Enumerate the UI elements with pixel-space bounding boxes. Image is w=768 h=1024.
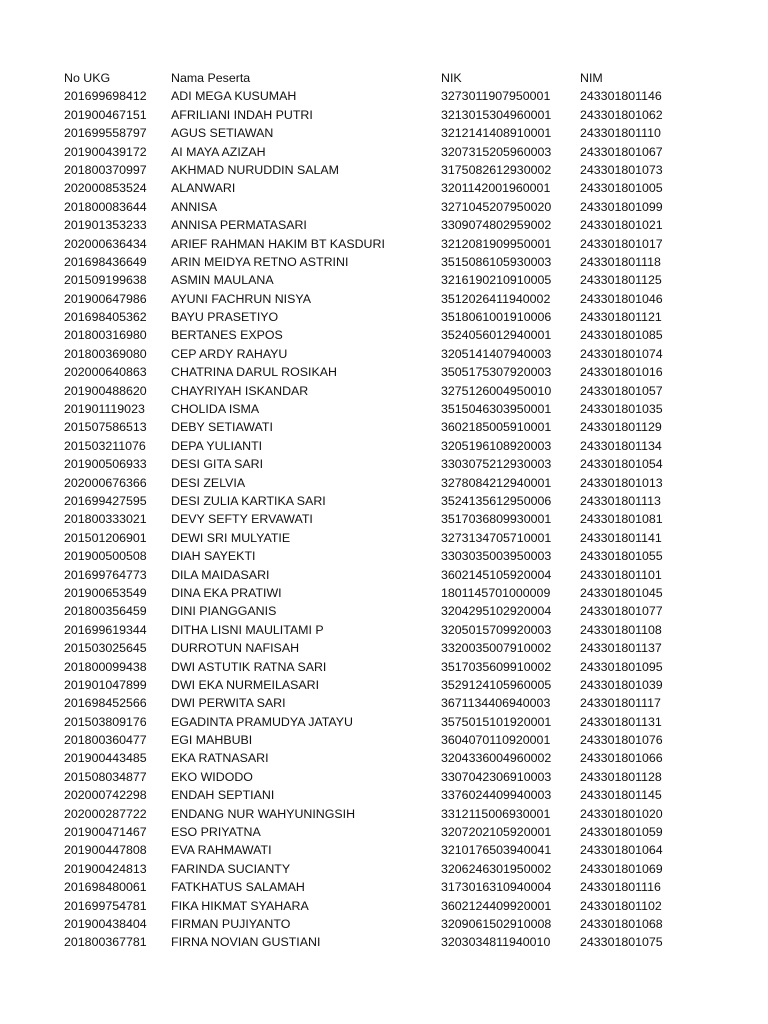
cell-nama-peserta: DINI PIANGGANIS bbox=[171, 604, 277, 619]
cell-nik: 3209061502910008 bbox=[441, 916, 552, 931]
cell-no-ukg: 202000676366 bbox=[64, 475, 147, 490]
cell-nim: 243301801146 bbox=[580, 89, 662, 104]
table-row bbox=[0, 400, 768, 418]
cell-no-ukg: 201503025645 bbox=[64, 641, 147, 656]
cell-nik: 3210176503940041 bbox=[441, 843, 552, 858]
cell-no-ukg: 201800333021 bbox=[64, 512, 147, 527]
cell-nama-peserta: DIAH SAYEKTI bbox=[171, 549, 256, 564]
cell-nama-peserta: DURROTUN NAFISAH bbox=[171, 641, 300, 656]
cell-no-ukg: 201900447808 bbox=[64, 843, 147, 858]
cell-nik: 3205141407940003 bbox=[441, 346, 552, 361]
table-row bbox=[0, 492, 768, 510]
cell-nim: 243301801129 bbox=[580, 420, 662, 435]
cell-nim: 243301801062 bbox=[580, 107, 663, 122]
cell-nik: 3376024409940003 bbox=[441, 788, 552, 803]
cell-nim: 243301801134 bbox=[580, 438, 662, 453]
table-row bbox=[0, 510, 768, 528]
cell-nama-peserta: DESI GITA SARI bbox=[171, 457, 264, 472]
cell-nik: 3505175307920003 bbox=[441, 365, 552, 380]
cell-no-ukg: 201699619344 bbox=[64, 622, 147, 637]
cell-nama-peserta: DITHA LISNI MAULITAMI P bbox=[171, 622, 324, 637]
table-row bbox=[0, 547, 768, 565]
table-row bbox=[0, 529, 768, 547]
cell-no-ukg: 201800356459 bbox=[64, 604, 147, 619]
cell-nim: 243301801013 bbox=[580, 475, 663, 490]
table-row bbox=[0, 639, 768, 657]
cell-no-ukg: 201900488620 bbox=[64, 383, 147, 398]
cell-nim: 243301801081 bbox=[580, 512, 663, 527]
cell-nim: 243301801141 bbox=[580, 530, 662, 545]
table-row bbox=[0, 915, 768, 933]
cell-nim: 243301801099 bbox=[580, 199, 663, 214]
cell-nama-peserta: EKO WIDODO bbox=[171, 769, 253, 784]
table-row bbox=[0, 621, 768, 639]
cell-nik: 3204295102920004 bbox=[441, 604, 552, 619]
table-row bbox=[0, 235, 768, 253]
cell-nim: 243301801077 bbox=[580, 604, 663, 619]
cell-nim: 243301801074 bbox=[580, 346, 663, 361]
cell-no-ukg: 201901353233 bbox=[64, 218, 147, 233]
cell-no-ukg: 201501206901 bbox=[64, 530, 147, 545]
cell-nim: 243301801085 bbox=[580, 328, 663, 343]
cell-nim: 243301801101 bbox=[580, 567, 662, 582]
cell-nik: 3303075212930003 bbox=[441, 457, 552, 472]
table-row bbox=[0, 602, 768, 620]
table-row bbox=[0, 216, 768, 234]
table-row bbox=[0, 455, 768, 473]
cell-nim: 243301801046 bbox=[580, 291, 663, 306]
cell-nik: 3312115006930001 bbox=[441, 806, 551, 821]
cell-nama-peserta: CHAYRIYAH ISKANDAR bbox=[171, 383, 309, 398]
cell-nama-peserta: DEWI SRI MULYATIE bbox=[171, 530, 291, 545]
cell-nama-peserta: BAYU PRASETIYO bbox=[171, 310, 279, 325]
cell-nim: 243301801075 bbox=[580, 935, 663, 950]
cell-nim: 243301801039 bbox=[580, 677, 663, 692]
cell-nim: 243301801137 bbox=[580, 641, 662, 656]
cell-nama-peserta: EGADINTA PRAMUDYA JATAYU bbox=[171, 714, 353, 729]
cell-no-ukg: 201800099438 bbox=[64, 659, 147, 674]
cell-no-ukg: 201800369080 bbox=[64, 346, 147, 361]
cell-nama-peserta: ANNISA bbox=[171, 199, 218, 214]
table-row bbox=[0, 676, 768, 694]
cell-no-ukg: 201698405362 bbox=[64, 310, 147, 325]
cell-nim: 243301801064 bbox=[580, 843, 663, 858]
table-row bbox=[0, 437, 768, 455]
cell-nama-peserta: FATKHATUS SALAMAH bbox=[171, 880, 305, 895]
cell-nik: 3604070110920001 bbox=[441, 733, 551, 748]
cell-no-ukg: 201699764773 bbox=[64, 567, 147, 582]
cell-nik: 3206246301950002 bbox=[441, 861, 552, 876]
cell-nik: 3602145105920004 bbox=[441, 567, 552, 582]
cell-nama-peserta: AI MAYA AZIZAH bbox=[171, 144, 266, 159]
cell-nama-peserta: ANNISA PERMATASARI bbox=[171, 218, 307, 233]
cell-nama-peserta: ALANWARI bbox=[171, 181, 236, 196]
table-row bbox=[0, 253, 768, 271]
cell-nama-peserta: DESI ZULIA KARTIKA SARI bbox=[171, 493, 326, 508]
cell-nik: 3602185005910001 bbox=[441, 420, 552, 435]
table-row bbox=[0, 823, 768, 841]
table-row bbox=[0, 786, 768, 804]
cell-nik: 3515046303950001 bbox=[441, 402, 552, 417]
cell-no-ukg: 201901047899 bbox=[64, 677, 147, 692]
cell-nik: 3275126004950010 bbox=[441, 383, 552, 398]
cell-nim: 243301801017 bbox=[580, 236, 663, 251]
cell-nim: 243301801069 bbox=[580, 861, 663, 876]
cell-nim: 243301801076 bbox=[580, 733, 663, 748]
cell-nik: 3524135612950006 bbox=[441, 493, 552, 508]
header-nama-peserta: Nama Peserta bbox=[171, 71, 251, 85]
table-row bbox=[0, 363, 768, 381]
cell-no-ukg: 201900506933 bbox=[64, 457, 147, 472]
table-row bbox=[0, 418, 768, 436]
table-row bbox=[0, 749, 768, 767]
header-nik: NIK bbox=[441, 71, 462, 85]
cell-nama-peserta: ASMIN MAULANA bbox=[171, 273, 274, 288]
cell-nik: 3518061001910006 bbox=[441, 310, 552, 325]
cell-nim: 243301801117 bbox=[580, 696, 661, 711]
cell-nik: 3529124105960005 bbox=[441, 677, 552, 692]
cell-nik: 3203034811940010 bbox=[441, 935, 551, 950]
cell-nim: 243301801128 bbox=[580, 769, 662, 784]
cell-no-ukg: 201900438404 bbox=[64, 916, 147, 931]
table-row bbox=[0, 878, 768, 896]
table-row bbox=[0, 474, 768, 492]
cell-nik: 3273134705710001 bbox=[441, 530, 552, 545]
cell-no-ukg: 201800316980 bbox=[64, 328, 147, 343]
table-row bbox=[0, 897, 768, 915]
cell-nik: 3271045207950020 bbox=[441, 199, 552, 214]
cell-nama-peserta: EVA RAHMAWATI bbox=[171, 843, 272, 858]
cell-nama-peserta: BERTANES EXPOS bbox=[171, 328, 283, 343]
cell-nama-peserta: ENDANG NUR WAHYUNINGSIH bbox=[171, 806, 356, 821]
cell-no-ukg: 201699558797 bbox=[64, 126, 147, 141]
cell-no-ukg: 201503211076 bbox=[64, 438, 146, 453]
table-row bbox=[0, 713, 768, 731]
cell-no-ukg: 201508034877 bbox=[64, 769, 147, 784]
cell-no-ukg: 201698436649 bbox=[64, 254, 147, 269]
cell-nim: 243301801068 bbox=[580, 916, 663, 931]
cell-nim: 243301801057 bbox=[580, 383, 663, 398]
table-row bbox=[0, 106, 768, 124]
cell-nik: 3175082612930002 bbox=[441, 162, 552, 177]
table-row bbox=[0, 694, 768, 712]
cell-nim: 243301801125 bbox=[580, 273, 662, 288]
cell-nim: 243301801066 bbox=[580, 751, 663, 766]
cell-nama-peserta: CHOLIDA ISMA bbox=[171, 402, 260, 417]
cell-nik: 3515086105930003 bbox=[441, 254, 552, 269]
cell-nama-peserta: ADI MEGA KUSUMAH bbox=[171, 89, 297, 104]
table-row bbox=[0, 124, 768, 142]
cell-no-ukg: 201900471467 bbox=[64, 825, 147, 840]
cell-no-ukg: 201900443485 bbox=[64, 751, 147, 766]
cell-nama-peserta: FIKA HIKMAT SYAHARA bbox=[171, 898, 309, 913]
table-row bbox=[0, 179, 768, 197]
table-row bbox=[0, 768, 768, 786]
cell-no-ukg: 201900439172 bbox=[64, 144, 147, 159]
cell-nim: 243301801113 bbox=[580, 493, 661, 508]
cell-nim: 243301801121 bbox=[580, 310, 662, 325]
cell-no-ukg: 201699698412 bbox=[64, 89, 147, 104]
cell-nik: 3602124409920001 bbox=[441, 898, 552, 913]
cell-nik: 3273011907950001 bbox=[441, 89, 551, 104]
cell-nik: 3207202105920001 bbox=[441, 825, 552, 840]
cell-nama-peserta: DESI ZELVIA bbox=[171, 475, 246, 490]
cell-no-ukg: 201698452566 bbox=[64, 696, 147, 711]
table-row bbox=[0, 805, 768, 823]
cell-nik: 3205196108920003 bbox=[441, 438, 552, 453]
table-row bbox=[0, 161, 768, 179]
table-row bbox=[0, 382, 768, 400]
cell-nim: 243301801073 bbox=[580, 162, 663, 177]
table-row bbox=[0, 326, 768, 344]
cell-nik: 3517036809930001 bbox=[441, 512, 552, 527]
cell-nama-peserta: DEBY SETIAWATI bbox=[171, 420, 273, 435]
cell-nama-peserta: AYUNI FACHRUN NISYA bbox=[171, 291, 311, 306]
cell-nama-peserta: CEP ARDY RAHAYU bbox=[171, 346, 288, 361]
cell-no-ukg: 201900653549 bbox=[64, 585, 147, 600]
cell-no-ukg: 202000742298 bbox=[64, 788, 147, 803]
cell-nim: 243301801016 bbox=[580, 365, 663, 380]
cell-no-ukg: 202000853524 bbox=[64, 181, 147, 196]
cell-no-ukg: 201698480061 bbox=[64, 880, 147, 895]
cell-nim: 243301801118 bbox=[580, 254, 661, 269]
cell-nim: 243301801055 bbox=[580, 549, 663, 564]
cell-nama-peserta: ESO PRIYATNA bbox=[171, 825, 261, 840]
cell-no-ukg: 201800370997 bbox=[64, 162, 147, 177]
cell-nik: 3213015304960001 bbox=[441, 107, 552, 122]
table-row bbox=[0, 308, 768, 326]
cell-no-ukg: 201900424813 bbox=[64, 861, 147, 876]
cell-nik: 3307042306910003 bbox=[441, 769, 552, 784]
cell-nama-peserta: AKHMAD NURUDDIN SALAM bbox=[171, 162, 339, 177]
cell-nik: 3212081909950001 bbox=[441, 236, 552, 251]
cell-nik: 3207315205960003 bbox=[441, 144, 552, 159]
table-row bbox=[0, 658, 768, 676]
cell-nim: 243301801067 bbox=[580, 144, 663, 159]
cell-nim: 243301801035 bbox=[580, 402, 663, 417]
cell-no-ukg: 201699427595 bbox=[64, 493, 147, 508]
cell-nik: 3320035007910002 bbox=[441, 641, 552, 656]
header-nim: NIM bbox=[580, 71, 603, 85]
cell-no-ukg: 201800360477 bbox=[64, 733, 147, 748]
table-header-row bbox=[0, 69, 768, 87]
cell-nik: 3671134406940003 bbox=[441, 696, 551, 711]
cell-no-ukg: 201900647986 bbox=[64, 291, 147, 306]
cell-nik: 3216190210910005 bbox=[441, 273, 552, 288]
cell-no-ukg: 201507586513 bbox=[64, 420, 147, 435]
table-row bbox=[0, 143, 768, 161]
cell-nama-peserta: DILA MAIDASARI bbox=[171, 567, 270, 582]
cell-nik: 3575015101920001 bbox=[441, 714, 552, 729]
cell-nik: 3517035609910002 bbox=[441, 659, 552, 674]
table-row bbox=[0, 271, 768, 289]
cell-nim: 243301801045 bbox=[580, 585, 663, 600]
cell-no-ukg: 202000636434 bbox=[64, 236, 147, 251]
cell-nik: 3212141408910001 bbox=[441, 126, 552, 141]
cell-nim: 243301801005 bbox=[580, 181, 663, 196]
cell-nama-peserta: AFRILIANI INDAH PUTRI bbox=[171, 107, 313, 122]
cell-nik: 3524056012940001 bbox=[441, 328, 552, 343]
cell-nik: 3309074802959002 bbox=[441, 218, 552, 233]
cell-nim: 243301801108 bbox=[580, 622, 662, 637]
cell-no-ukg: 201901119023 bbox=[64, 402, 145, 417]
table-row bbox=[0, 87, 768, 105]
cell-nik: 1801145701000009 bbox=[441, 585, 551, 600]
table-row bbox=[0, 584, 768, 602]
cell-nama-peserta: AGUS SETIAWAN bbox=[171, 126, 274, 141]
cell-no-ukg: 201503809176 bbox=[64, 714, 147, 729]
cell-nama-peserta: FARINDA SUCIANTY bbox=[171, 861, 291, 876]
cell-nama-peserta: DEPA YULIANTI bbox=[171, 438, 263, 453]
table-body bbox=[0, 87, 768, 951]
cell-nama-peserta: DWI PERWITA SARI bbox=[171, 696, 286, 711]
cell-no-ukg: 201900467151 bbox=[64, 107, 147, 122]
cell-nama-peserta: DWI ASTUTIK RATNA SARI bbox=[171, 659, 327, 674]
cell-nim: 243301801020 bbox=[580, 806, 663, 821]
cell-nama-peserta: FIRNA NOVIAN GUSTIANI bbox=[171, 935, 321, 950]
table-row bbox=[0, 345, 768, 363]
participant-table bbox=[0, 69, 768, 952]
cell-nama-peserta: DWI EKA NURMEILASARI bbox=[171, 677, 320, 692]
cell-nik: 3201142001960001 bbox=[441, 181, 551, 196]
cell-nim: 243301801021 bbox=[580, 218, 663, 233]
cell-nim: 243301801145 bbox=[580, 788, 662, 803]
cell-nama-peserta: CHATRINA DARUL ROSIKAH bbox=[171, 365, 337, 380]
cell-nama-peserta: EGI MAHBUBI bbox=[171, 733, 253, 748]
cell-no-ukg: 202000287722 bbox=[64, 806, 147, 821]
cell-nama-peserta: EKA RATNASARI bbox=[171, 751, 269, 766]
table-row bbox=[0, 933, 768, 951]
cell-nim: 243301801116 bbox=[580, 880, 661, 895]
table-row bbox=[0, 290, 768, 308]
cell-no-ukg: 201699754781 bbox=[64, 898, 147, 913]
cell-nama-peserta: ENDAH SEPTIANI bbox=[171, 788, 275, 803]
cell-no-ukg: 201900500508 bbox=[64, 549, 147, 564]
cell-nik: 3204336004960002 bbox=[441, 751, 552, 766]
cell-nama-peserta: DEVY SEFTY ERVAWATI bbox=[171, 512, 313, 527]
cell-nama-peserta: ARIN MEIDYA RETNO ASTRINI bbox=[171, 254, 349, 269]
table-row bbox=[0, 860, 768, 878]
cell-no-ukg: 201800083644 bbox=[64, 199, 147, 214]
cell-nik: 3278084212940001 bbox=[441, 475, 552, 490]
cell-nik: 3205015709920003 bbox=[441, 622, 552, 637]
cell-nama-peserta: FIRMAN PUJIYANTO bbox=[171, 916, 291, 931]
cell-nim: 243301801110 bbox=[580, 126, 661, 141]
cell-no-ukg: 202000640863 bbox=[64, 365, 147, 380]
cell-nim: 243301801059 bbox=[580, 825, 663, 840]
cell-nik: 3303035003950003 bbox=[441, 549, 552, 564]
cell-nik: 3512026411940002 bbox=[441, 291, 551, 306]
cell-nim: 243301801095 bbox=[580, 659, 663, 674]
cell-nama-peserta: DINA EKA PRATIWI bbox=[171, 585, 282, 600]
cell-nim: 243301801102 bbox=[580, 898, 662, 913]
cell-nim: 243301801054 bbox=[580, 457, 663, 472]
table-row bbox=[0, 198, 768, 216]
cell-no-ukg: 201800367781 bbox=[64, 935, 147, 950]
cell-nik: 3173016310940004 bbox=[441, 880, 552, 895]
table-row bbox=[0, 566, 768, 584]
cell-nim: 243301801131 bbox=[580, 714, 662, 729]
cell-no-ukg: 201509199638 bbox=[64, 273, 147, 288]
cell-nama-peserta: ARIEF RAHMAN HAKIM BT KASDURI bbox=[171, 236, 385, 251]
header-no-ukg: No UKG bbox=[64, 71, 111, 85]
table-row bbox=[0, 841, 768, 859]
table-row bbox=[0, 731, 768, 749]
